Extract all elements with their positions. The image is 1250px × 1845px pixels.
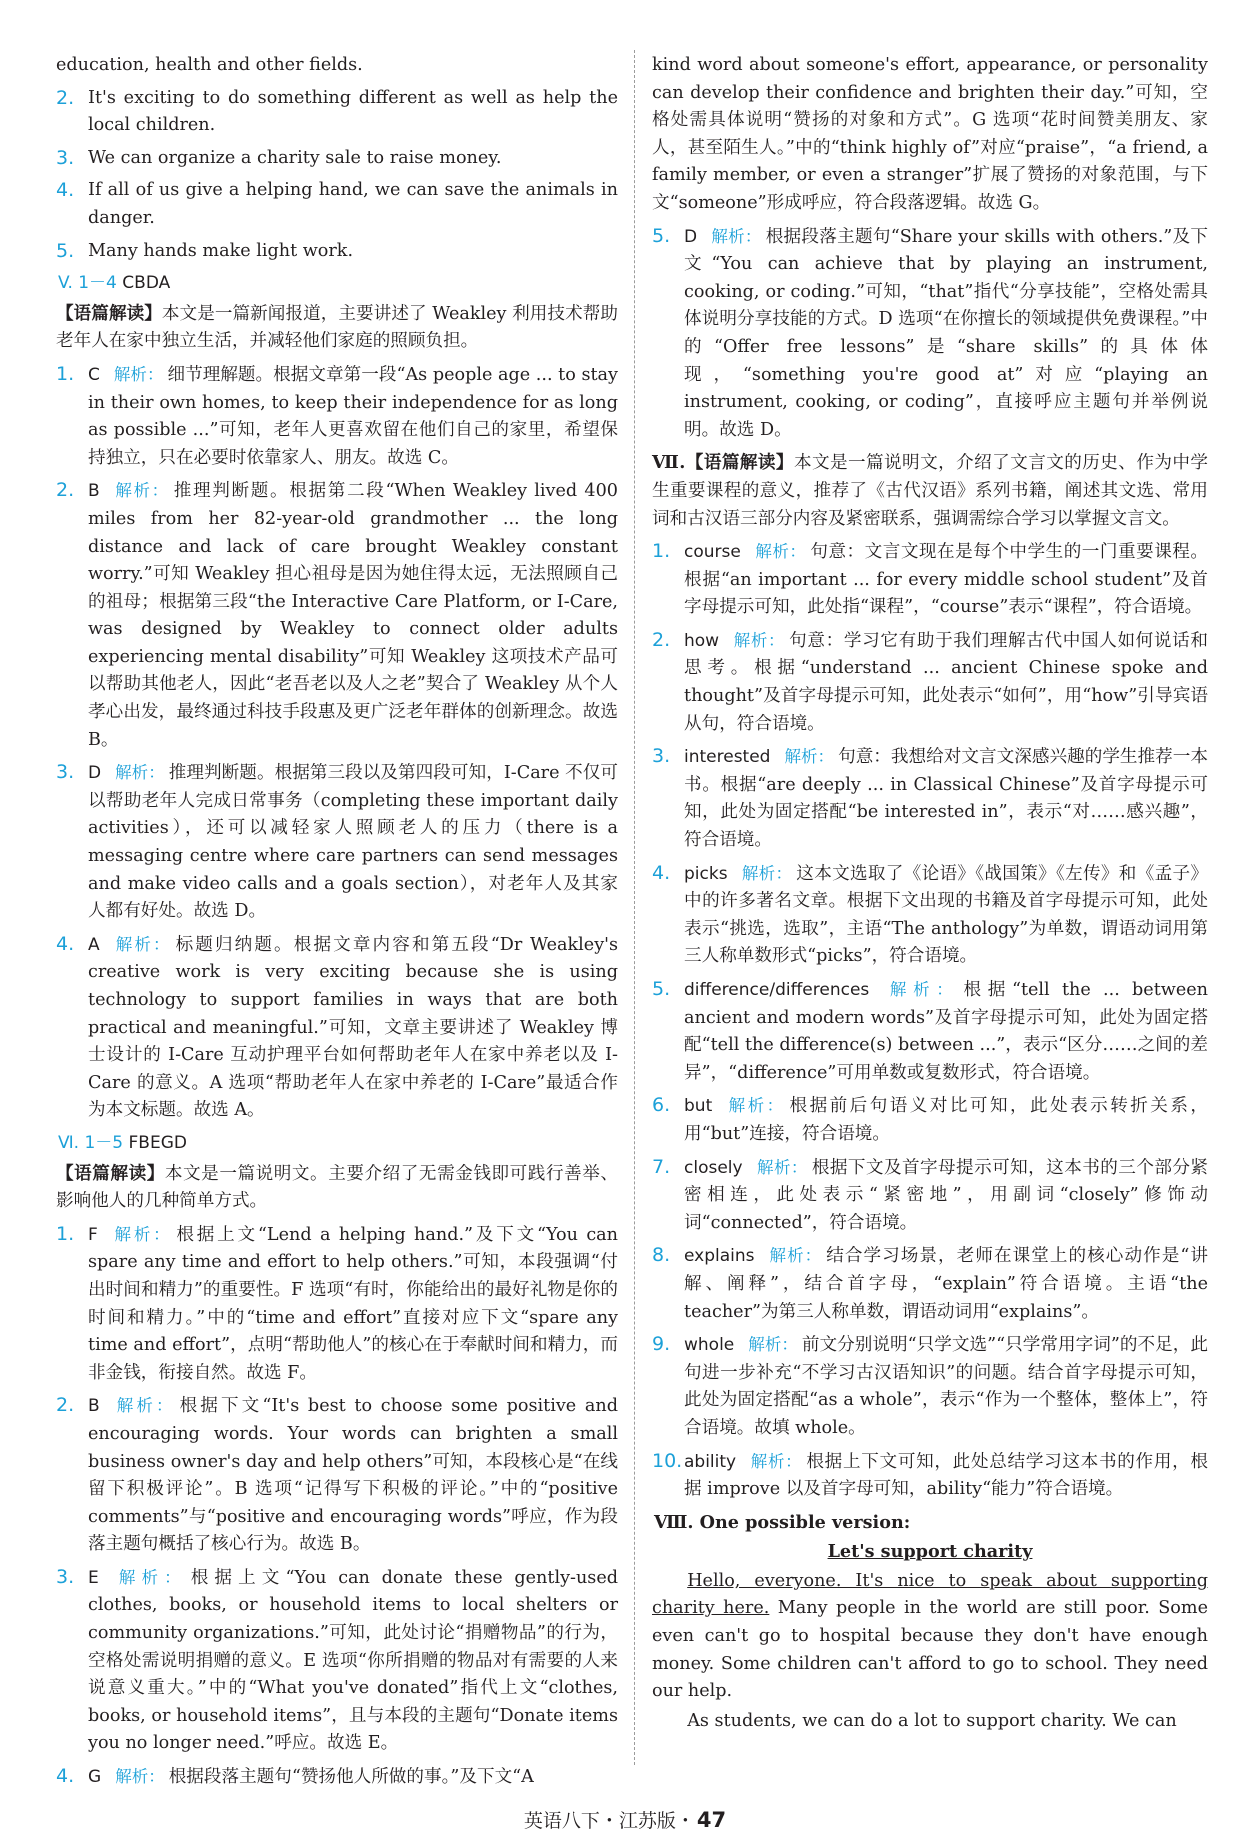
item-number: 4. [56,179,75,202]
explanation-text: 根据段落主题句“赞扬他人所做的事。”及下文“A [168,1767,534,1788]
answer-item [652,1242,1208,1326]
answer: D [684,226,698,247]
column-divider [634,50,635,1765]
answer-keys: FBEGD [128,1132,187,1153]
sentence-item [56,145,618,173]
answer-item [56,361,618,472]
item-number: 4. [56,932,75,955]
essay-underlined-sentence: Hello, everyone. It's nice to speak about supporting charity here. [652,1570,1208,1619]
sentence-text: We can organize a charity sale to raise money. [88,147,502,168]
explanation-tag: 解析： [115,763,165,783]
explanation-text: 句意：我想给对文言文深感兴趣的学生推荐一本书。根据“are deeply ... in Classical Chinese”及首字母提示可知，此处为固定搭配“be interested in”，表示“对……感兴趣”，符合语境。 [684,747,1208,851]
explanation-text: 根据上文“Lend a helping hand.”及下文“You can spare any time and effort to help others.”可知，本段强调“付出时间和精力”的重要性。F 选项“有时，你能给出的最好礼物是你的时间和精力。”中的“time and effort”直接对应下文“spare any time and effort”，点明“帮助他人”的核心在于奉献时间和精力，而非金钱，衔接自然。故选 F。 [88,1224,618,1383]
page-number: 47 [696,1808,727,1832]
section-header-v [56,270,618,298]
item-number: 4. [652,861,671,884]
answer-item [56,1763,618,1792]
sentence-item [56,238,618,266]
answer: A [88,934,100,955]
answer: B [88,1396,100,1417]
item-number: 3. [652,745,671,768]
answer: picks [684,863,728,884]
explanation-text: 前文分别说明“只学文选”“只学常用字词”的不足，此句进一步补充“不学习古汉语知识”的问题。结合首字母提示可知，此处为固定搭配“as a whole”，表示“作为一个整体，整体上”，符合语境。故填 whole。 [684,1335,1209,1438]
analysis-text: 本文是一篇说明文。主要介绍了无需金钱即可践行善举、影响他人的几种简单方式。 [56,1163,618,1212]
analysis-label: Ⅶ.【语篇解读】 [652,452,794,474]
explanation-tag: 解析： [754,542,807,562]
item-number: 3. [56,761,75,784]
explanation-text: 根据上下文可知，此处总结学习这本书的作用，根据 improve 以及首字母可知，ability“能力”符合语境。 [684,1451,1208,1500]
answer: interested [684,747,771,768]
answer: whole [684,1335,735,1356]
essay-text: Many people in the world are still poor. Some even can't go to hospital because they don't have enough money. Some children can't afford to go to school. They need our help. [652,1598,1208,1702]
explanation-tag: 解析： [113,934,172,954]
essay-paragraph [652,1568,1208,1706]
answer-item [652,1154,1208,1238]
left-column [56,52,618,1797]
explanation-text: 根据前后句语义对比可知，此处表示转折关系，用“but”连接，符合语境。 [684,1096,1208,1144]
answer: explains [684,1246,755,1267]
explanation-tag: 解析： [711,226,762,246]
item-number: 1. [56,1222,75,1245]
answer: E [88,1567,99,1588]
answer: closely [684,1157,743,1178]
explanation-text: 根据“tell the ... between ancient and modern words”及首字母提示可知，此处为固定搭配“tell the difference(s) between ...”，表示“区分……之间的差异”，“difference”可用单数或复数形式，符合语境。 [684,980,1209,1083]
answer: how [684,630,720,651]
answer-keys: CBDA [122,273,171,294]
explanation-text: 推理判断题。根据第二段“When Weakley lived 400 miles from her 82-year-old grandmother ... the long distance and lack of care brought Weakley constant worry.”可知 Weakley 担心祖母是因为她住得太远，无法照顾自己的祖母；根据第三段“the Interactive Care Platform, or I-Care, was designed by Weakley to connect older adults experiencing mental disability”可知 Weakley 这项技术产品可以帮助其他老人，因此“老吾老以及人之老”契合了 Weakley 从个人孝心出发，最终通过科技手段惠及更广泛老年群体的创新理念。故选 B。 [88,481,618,750]
sentence-item [56,177,618,232]
item-number: 5. [652,224,671,247]
answer-item [652,976,1208,1087]
sentence-item [56,85,618,140]
passage-analysis [56,1160,618,1216]
item-number: 9. [652,1333,671,1356]
explanation-text: 这本文选取了《论语》《战国策》《左传》和《孟子》中的许多著名文章。根据下文出现的书籍及首字母提示可知，此处表示“挑选，选取”，主语“The anthology”为单数，谓语动词用第三人称单数形式“picks”，符合语境。 [684,863,1209,967]
explanation-tag: 解析： [113,364,164,384]
item-number: 2. [56,479,75,502]
essay-title: Let's support charity [827,1541,1033,1563]
explanation-tag: 解析： [113,1396,176,1416]
item-number: 7. [652,1155,671,1178]
answer-item [56,1564,618,1758]
item-number: 10. [652,1449,683,1472]
explanation-tag: 解析： [112,1567,187,1587]
item-number: 2. [652,628,671,651]
explanation-tag: 解析： [115,1767,165,1787]
item-number: 1. [56,362,75,385]
analysis-label: 【语篇解读】 [56,302,162,324]
answer-item [652,1331,1208,1442]
item-number: 4. [56,1765,75,1788]
explanation-tag: 解析： [768,1246,823,1266]
item-number: 8. [652,1244,671,1267]
item-number: 5. [56,239,75,262]
explanation-text: 推理判断题。根据第三段以及第四段可知，I-Care 不仅可以帮助老年人完成日常事务（completing these important daily activities），还可以减轻家人照顾老人的压力（there is a messaging centre where care partners can send messages and make video calls and a goals section），对老年人及其家人都有好处。故选 D。 [88,763,619,922]
answer-item [652,223,1208,445]
item-number: 1. [652,540,671,563]
passage-analysis [56,300,618,356]
answer: D [88,763,102,784]
explanation-tag: 解析： [784,747,835,767]
answer: F [88,1224,98,1245]
explanation-tag: 解析： [741,863,793,883]
section-label: V. 1－4 [58,273,117,294]
answer-item [652,860,1208,971]
section-label: Ⅵ. 1－5 [58,1132,124,1153]
explanation-text: 根据上文“You can donate these gently-used clothes, books, or household items to local shelters or community organizations.”可知，此处讨论“捐赠物品”的行为，空格处需说明捐赠的意义。E 选项“你所捐赠的物品对有需要的人来说意义重大。”中的“What you've donated”指代上文“clothes, books, or household items”，且与本段的主题句“Donate items you no longer need.”呼应。故选 E。 [88,1567,618,1754]
section-header-vi [56,1130,618,1158]
explanation-text: 根据下文及首字母提示可知，这本书的三个部分紧密相连，此处表示“紧密地”，用副词“closely”修饰动词“connected”，符合语境。 [684,1157,1209,1233]
item-number: 2. [56,86,75,109]
analysis-text: 本文是一篇新闻报道，主要讲述了 Weakley 利用技术帮助老年人在家中独立生活，并减轻他们家庭的照顾负担。 [56,303,618,352]
answer-item [652,743,1208,854]
answer: course [684,542,741,563]
answer: difference/differences [684,980,870,1000]
explanation-tag: 解析： [111,1224,173,1244]
explanation-text: 句意：文言文现在是每个中学生的一门重要课程。根据“an important ... for every middle school student”及首字母提示可知，此处指“课程”，“course”表示“课程”，符合语境。 [684,542,1208,618]
answer: B [88,481,100,502]
explanation-text: 根据下文“It's best to choose some positive and encouraging words. Your words can brighten a small business owner's day and help others”可知，本段核心是“在线留下积极评论”。B 选项“记得写下积极的评论。”中的“positive comments”与“positive and encouraging words”呼应，作为段落主题句概括了核心行为。故选 B。 [88,1396,618,1555]
answer: but [684,1096,713,1117]
item-number: 6. [652,1094,671,1117]
item-number: 3. [56,146,75,169]
continued-line: education, health and other fields. [56,55,363,75]
explanation-text: 根据段落主题句“Share your skills with others.”及下文“You can achieve that by playing an instrument, cooking, or coding.”可知，“that”指代“分享技能”，空格处需具体说明分享技能的方式。D 选项“在你擅长的领域提供免费课程。”中的“Offer free lessons”是“share skills”的具体体现，“something you're good at”对应“playing an instrument, cooking, or coding”，直接呼应主题句并举例说明。故选 D。 [684,226,1209,440]
answer-item [56,759,618,926]
explanation-tag: 解析： [750,1451,803,1471]
essay-paragraph: As students, we can do a lot to support charity. We can [687,1710,1177,1731]
explanation-tag: 解析： [883,980,960,999]
version-label: Ⅷ. One possible version: [654,1511,911,1533]
sentence-text: Many hands make light work. [88,240,354,261]
answer-item [652,627,1208,738]
item-number: 3. [56,1565,75,1588]
analysis-text: 本文是一篇说明文，介绍了文言文的历史、作为中学生重要课程的意义，推荐了《古代汉语》系列书籍，阐述其文选、常用词和古汉语三部分内容及紧密联系，强调需综合学习以掌握文言文。 [652,453,1208,529]
item-number: 5. [652,978,671,1000]
explanation-text: 标题归纳题。根据文章内容和第五段“Dr Weakley's creative work is very exciting because she is using technology to support families in ways that are both practical and meaningful.”可知，文章主要讲述了 Weakley 博士设计的 I-Care 互动护理平台如何帮助老年人在家中养老以及 I-Care 的意义。A 选项“帮助老年人在家中养老的 I-Care”最适合作为本文标题。故选 A。 [88,934,618,1121]
explanation-text: 细节理解题。根据文章第一段“As people age ... to stay in their own homes, to keep their independence for as long as possible ...”可知，老年人更喜欢留在他们自己的家里，希望保持独立，只在必要时依靠家人、朋友。故选 C。 [88,364,618,468]
sentence-list [56,85,618,266]
page-footer [0,1806,1250,1833]
explanation-tag: 解析： [726,1096,786,1116]
answer-item [56,477,618,754]
item-number: 2. [56,1394,75,1417]
sentence-text: It's exciting to do something different as well as help the local children. [88,87,618,136]
explanation-tag: 解析： [113,481,170,501]
passage-analysis [652,449,1208,533]
answer-item [56,1221,618,1388]
explanation-tag: 解析： [756,1157,808,1177]
answer-item [652,538,1208,622]
answer: G [88,1767,102,1788]
answer-item [56,931,618,1125]
analysis-label: 【语篇解读】 [56,1162,165,1184]
sentence-text: If all of us give a helping hand, we can save the animals in danger. [88,180,618,228]
answer: ability [684,1451,737,1472]
explanation-tag: 解析： [733,630,786,650]
answer: C [88,364,100,385]
answer-item [652,1448,1208,1504]
explanation-text: 句意：学习它有助于我们理解古代中国人如何说话和思考。根据“understand ... ancient Chinese spoke and thought”及首字母提示可知，此处表示“如何”，用“how”引导宾语从句，符合语境。 [684,630,1208,734]
book-title: 英语八下・江苏版・ [523,1810,695,1832]
right-column [652,52,1208,1737]
explanation-text: 结合学习场景，老师在课堂上的核心动作是“讲解、阐释”，结合首字母，“explain”符合语境。主语“the teacher”为第三人称单数，谓语动词用“explains”。 [684,1246,1208,1322]
explanation-tag: 解析： [748,1335,798,1355]
answer-item [56,1392,618,1559]
answer-item [652,1092,1208,1148]
continued-explanation: kind word about someone's effort, appearance, or personality can develop their confidence and brighten their day.”可知，空格处需具体说明“赞扬的对象和方式”。G 选项“花时间赞美朋友、家人，甚至陌生人。”中的“think highly of”对应“praise”，“a friend, a family member, or even a stranger”扩展了赞扬的对象范围，与下文“someone”形成呼应，符合段落逻辑。故选 G。 [652,55,1208,213]
